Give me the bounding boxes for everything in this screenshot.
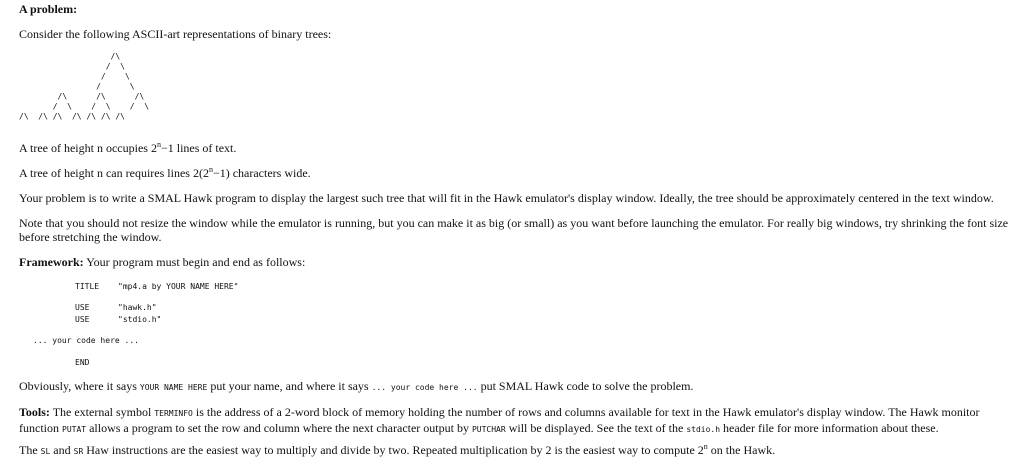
code-title-value: "mp4.a by YOUR NAME HERE" — [118, 282, 239, 291]
tree-width-paragraph: A tree of height n can requires lines $2(2^n-1)$ characters wide. — [19, 165, 311, 180]
tools-label: Tools: — [19, 405, 50, 419]
code-use-value: "stdio.h" — [118, 315, 162, 324]
framework-paragraph: Framework: Your program must begin and end as follows: — [19, 255, 306, 269]
tree-height-paragraph: A tree of height n occupies $2^n-1$ lines of text. — [19, 140, 237, 155]
tools-paragraph: Tools: The external symbol TERMINFO is the address of a 2-word block of memory holding the number of rows and columns available for text in the Hawk emulator's display window. The Hawk monitor function PUTAT allows a program to set the row and column where the next character output by PUTCHAR will be displayed. See the text of the stdio.h header file for more information about these. — [19, 405, 980, 435]
code-use-value: "hawk.h" — [118, 303, 157, 312]
binary-trees-ascii-art: /\ / \ / \ / \ /\ /\ /\ / \ / \ / \ /\ /\ /\ /\ /\ /\ /\ — [19, 52, 150, 121]
intro-paragraph: Consider the following ASCII-art representations of binary trees: — [19, 27, 332, 41]
code-use-keyword: USE — [75, 315, 90, 324]
problem-paragraph: Your problem is to write a SMAL Hawk program to display the largest such tree that will fit in the Hawk emulator's display window. Ideally, the tree should be approximately centered in the text window. — [19, 191, 994, 205]
obviously-paragraph: Obviously, where it says YOUR NAME HERE put your name, and where it says ... your code here ... put SMAL Hawk code to solve the problem. — [19, 379, 694, 393]
page-heading: A problem: — [19, 2, 78, 16]
code-title-keyword: TITLE — [75, 282, 100, 291]
code-end-keyword: END — [75, 358, 90, 367]
framework-label: Framework: — [19, 255, 84, 269]
code-use-keyword: USE — [75, 303, 90, 312]
code-ellipsis: ... your code here ... — [33, 336, 139, 345]
note-paragraph: Note that you should not resize the window while the emulator is running, but you can make it as big (or small) as you want before launching the emulator. For really big windows, try shrinking the font size before stretching the window. — [19, 216, 1009, 244]
shift-paragraph: The SL and SR Haw instructions are the easiest way to multiply and divide by two. Repeated multiplication by 2 is the easiest way to compute 2$^n$ on the Hawk. — [19, 442, 776, 457]
